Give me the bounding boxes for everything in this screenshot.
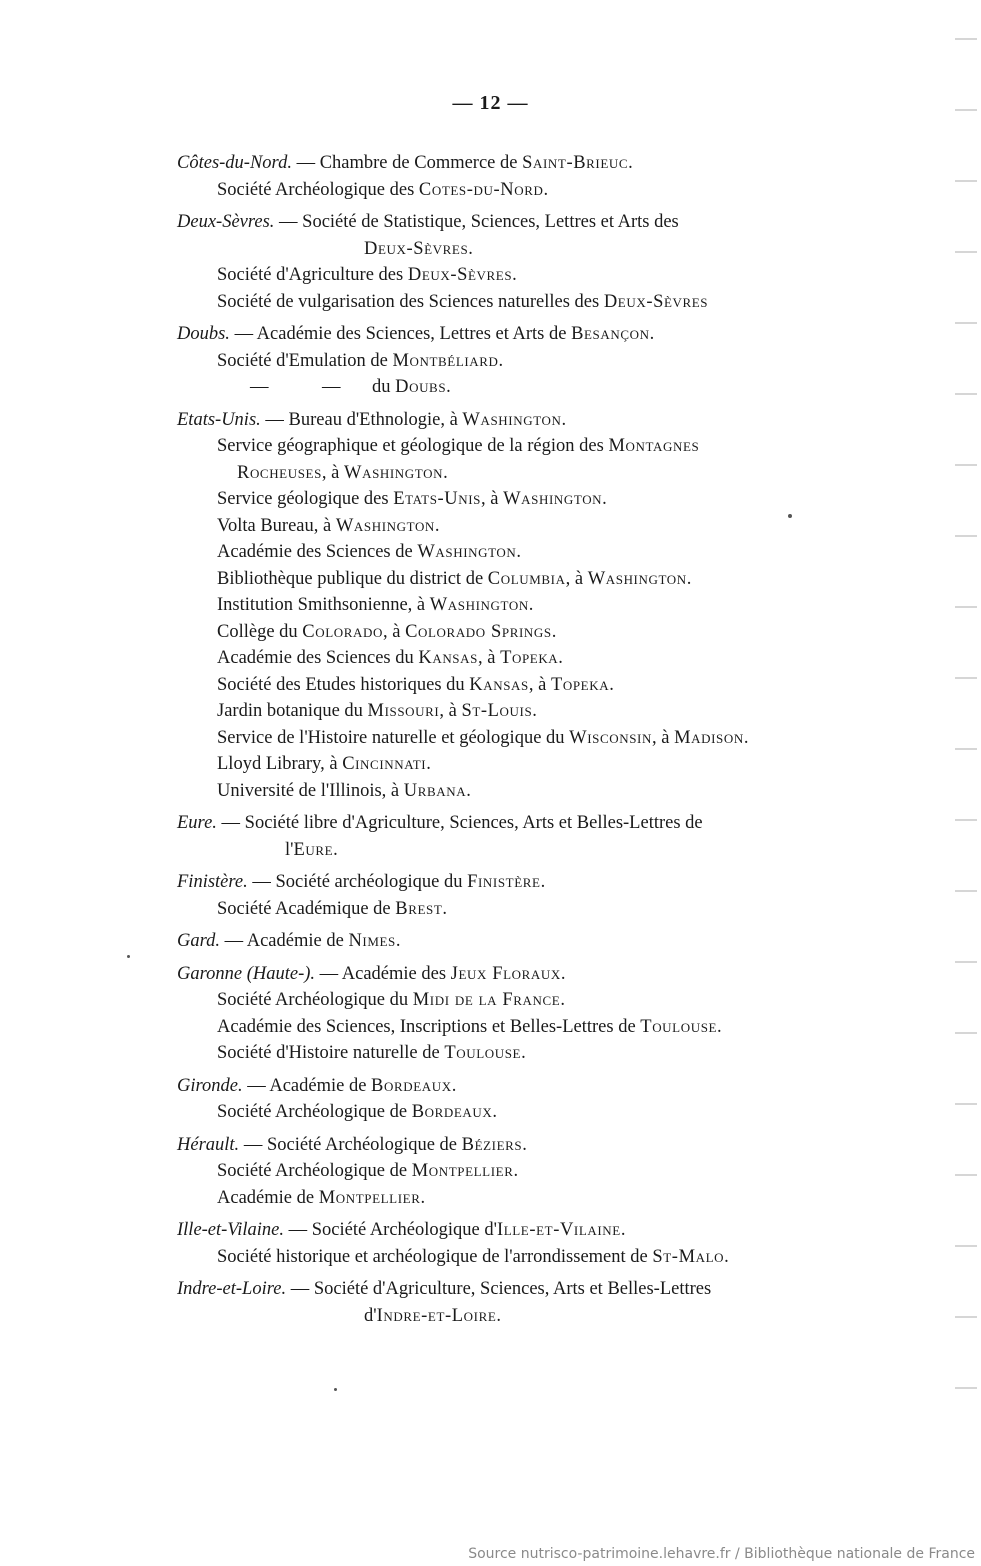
society-line: [177, 1099, 837, 1126]
entry-continuation: [177, 1303, 837, 1330]
place-name: Toulouse.: [444, 1043, 527, 1063]
department-entry: [177, 810, 837, 863]
separator: —: [274, 212, 303, 232]
place-name: Washington.: [503, 489, 608, 509]
place-name: Missouri: [367, 701, 440, 721]
place-name: Washington.: [462, 409, 567, 430]
entry-heading: [177, 1073, 837, 1100]
text-run: , à: [481, 489, 504, 509]
place-name: Toulouse.: [640, 1016, 723, 1037]
page-number: — 12 —: [452, 92, 529, 114]
place-name: Bordeaux.: [371, 1075, 457, 1096]
place-name: Bordeaux.: [411, 1102, 498, 1122]
society-line: [177, 1185, 837, 1212]
place-name: Rocheuses: [237, 462, 322, 483]
place-name: Nimes.: [348, 931, 402, 951]
text-run: Bureau d'Ethnologie, à: [288, 409, 463, 430]
department-entry: [177, 321, 837, 401]
place-name: Cotes-du-Nord.: [418, 179, 549, 200]
society-line: [177, 1244, 837, 1271]
entry-heading: [177, 209, 837, 236]
place-name: Washington.: [417, 542, 522, 562]
text-run: Bibliothèque publique du district de: [217, 568, 488, 589]
text-run: Société Archéologique des: [217, 179, 419, 200]
text-run: Société d'Agriculture des: [217, 265, 408, 285]
society-line: [177, 645, 837, 672]
text-run: Société des Etudes historiques du: [217, 674, 470, 695]
text-run: , à: [651, 727, 675, 748]
department-name: Doubs.: [177, 324, 230, 344]
place-name: Etats-Unis: [393, 489, 482, 509]
place-name: Madison.: [674, 727, 750, 748]
separator: —: [242, 1075, 270, 1096]
department-name: Côtes-du-Nord.: [177, 153, 292, 173]
text-run: Société d'Agriculture, Sciences, Arts et Belles-Lettres: [313, 1279, 712, 1299]
text-run: Académie de: [246, 931, 349, 951]
text-run: Société Archéologique de: [217, 1102, 412, 1122]
text-run: Collège du: [217, 621, 303, 642]
society-line: [177, 539, 837, 566]
place-name: Saint-Brieuc.: [522, 153, 634, 173]
society-line: [177, 177, 837, 204]
text-run: Académie de: [269, 1075, 372, 1096]
place-name: Montpellier.: [411, 1161, 519, 1181]
place-name: Deux-Sèvres: [603, 291, 709, 312]
department-name: Finistère.: [177, 872, 248, 892]
text-run: Jardin botanique du: [217, 701, 368, 721]
entry-heading: [177, 1276, 837, 1303]
place-name: Doubs.: [395, 377, 452, 397]
entry-continuation: [177, 837, 837, 864]
scan-speck: [334, 1388, 337, 1391]
place-name: Eure.: [293, 839, 339, 860]
place-name: Wisconsin: [569, 727, 652, 748]
department-name: Etats-Unis.: [177, 409, 261, 430]
place-name: Montpellier.: [318, 1187, 426, 1208]
society-line: [177, 289, 837, 316]
department-name: Eure.: [177, 813, 217, 833]
place-name: Midi de la France.: [412, 990, 566, 1010]
entry-heading: [177, 321, 837, 348]
department-name: Garonne (Haute-).: [177, 963, 316, 984]
place-name: Kansas: [418, 648, 478, 668]
text-run: Société archéologique du: [275, 872, 468, 892]
text-run: Société libre d'Agriculture, Sciences, Arts et Belles-Lettres de: [244, 813, 703, 833]
society-line: [177, 1014, 837, 1041]
place-name: Ille-et-Vilaine.: [496, 1220, 627, 1240]
text-run: Société de Statistique, Sciences, Lettres et Arts des: [302, 212, 679, 232]
separator: —: [229, 324, 257, 344]
department-name: Gard.: [177, 931, 220, 951]
entry-heading: [177, 1217, 837, 1244]
place-name: Colorado: [302, 621, 383, 642]
place-name: Brest.: [395, 898, 448, 919]
entry-heading: [177, 150, 837, 177]
text-run: Lloyd Library, à: [217, 754, 343, 774]
text-run: Académie des Sciences, Lettres et Arts de: [256, 324, 572, 344]
society-line: [177, 896, 837, 923]
place-name: Jeux Floraux.: [450, 963, 567, 984]
entry-heading: [177, 869, 837, 896]
place-name: Deux-Sèvres.: [407, 265, 518, 285]
text-run: Volta Bureau, à: [217, 515, 336, 536]
department-name: Ille-et-Vilaine.: [177, 1220, 285, 1240]
department-entry: [177, 1073, 837, 1126]
place-name: St-Malo.: [652, 1246, 730, 1267]
department-entry: [177, 407, 837, 805]
department-name: Gironde.: [177, 1075, 243, 1096]
place-name: Finistère.: [467, 872, 546, 892]
department-entry: [177, 150, 837, 203]
place-name: Topeka.: [500, 648, 564, 668]
text-run: Société Archéologique de: [266, 1134, 462, 1155]
place-name: Deux-Sèvres.: [364, 238, 474, 259]
text-run: Société Archéologique du: [217, 990, 413, 1010]
society-list: [177, 150, 837, 1329]
department-name: Hérault.: [177, 1134, 240, 1155]
entry-heading: [177, 407, 837, 434]
text-run: Académie des Sciences du: [217, 648, 419, 668]
society-line: [177, 672, 837, 699]
text-run: Service géologique des: [217, 489, 394, 509]
text-run: Société Archéologique de: [217, 1161, 412, 1181]
society-line: [177, 262, 837, 289]
place-name: Washington.: [587, 568, 692, 589]
entry-continuation: [177, 236, 837, 263]
scan-edge-noise: [955, 0, 977, 1420]
place-name: Washington.: [344, 462, 449, 483]
text-run: Académie de: [217, 1187, 319, 1208]
text-run: Académie des Sciences, Inscriptions et Belles-Lettres de: [217, 1016, 641, 1037]
place-name: Washington.: [335, 515, 441, 536]
separator: —: [284, 1220, 312, 1240]
text-run: , à: [565, 568, 588, 589]
separator: —: [260, 409, 289, 430]
text-run: Société Archéologique d': [311, 1220, 497, 1240]
department-entry: [177, 961, 837, 1067]
society-line: [177, 433, 837, 460]
place-name: Béziers.: [461, 1134, 528, 1155]
society-line: [177, 592, 837, 619]
society-line: [177, 348, 837, 375]
department-name: Indre-et-Loire.: [177, 1279, 287, 1299]
ditto-mark: —: [322, 377, 341, 397]
text-run: Société historique et archéologique de l'arrondissement de: [217, 1246, 653, 1267]
separator: —: [286, 1279, 314, 1299]
society-line: [177, 987, 837, 1014]
text-run: Société de vulgarisation des Sciences naturelles des: [217, 291, 604, 312]
text-run: Chambre de Commerce de: [319, 153, 523, 173]
place-name: Columbia: [487, 568, 566, 589]
text-run: du: [372, 377, 396, 397]
separator: —: [291, 153, 320, 173]
society-line: [177, 486, 837, 513]
text-run: Académie des: [341, 963, 451, 984]
text-run: Institution Smithsonienne, à: [217, 595, 430, 615]
text-run: Service de l'Histoire naturelle et géologique du: [217, 727, 570, 748]
department-entry: [177, 869, 837, 922]
separator: —: [216, 813, 245, 833]
department-entry: [177, 1217, 837, 1270]
society-line: [177, 1040, 837, 1067]
society-line-wrap: [217, 460, 837, 487]
entry-heading: [177, 928, 837, 955]
entry-heading: [177, 1132, 837, 1159]
place-name: Colorado Springs.: [405, 621, 557, 642]
society-line: [177, 698, 837, 725]
society-line: [177, 566, 837, 593]
department-entry: [177, 1132, 837, 1212]
text-run: Société d'Emulation de: [217, 350, 393, 371]
department-entry: [177, 928, 837, 955]
society-line: [177, 725, 837, 752]
text-run: d': [364, 1305, 377, 1326]
text-run: Service géographique et géologique de la région des: [217, 436, 609, 456]
society-line: [177, 619, 837, 646]
text-run: , à: [528, 674, 551, 695]
text-run: , à: [477, 648, 501, 668]
text-run: , à: [383, 621, 406, 642]
place-name: Montbéliard.: [392, 350, 504, 371]
separator: —: [315, 963, 342, 984]
department-name: Deux-Sèvres.: [177, 212, 275, 232]
text-run: Société Académique de: [217, 898, 396, 919]
place-name: Montagnes: [608, 436, 700, 456]
separator: —: [239, 1134, 267, 1155]
text-run: l': [285, 839, 294, 860]
entry-heading: [177, 810, 837, 837]
separator: —: [247, 872, 276, 892]
source-footer: Source nutrisco-patrimoine.lehavre.fr / Bibliothèque nationale de France: [468, 1546, 975, 1562]
text-run: Académie des Sciences de: [217, 542, 418, 562]
place-name: Indre-et-Loire.: [376, 1305, 502, 1326]
text-run: , à: [321, 462, 345, 483]
text-run: Société d'Histoire naturelle de: [217, 1043, 445, 1063]
department-entry: [177, 209, 837, 315]
text-run: Université de l'Illinois, à: [217, 780, 404, 801]
society-line: [177, 513, 837, 540]
place-name: Washington.: [429, 595, 535, 615]
separator: —: [220, 931, 247, 951]
place-name: Cincinnati.: [342, 754, 432, 774]
place-name: Topeka.: [550, 674, 615, 695]
department-entry: [177, 1276, 837, 1329]
text-run: , à: [439, 701, 462, 721]
ditto-mark: —: [250, 377, 269, 397]
society-line: [177, 1158, 837, 1185]
place-name: Besançon.: [571, 324, 655, 344]
ditto-line: [177, 374, 837, 401]
place-name: St-Louis.: [461, 701, 538, 721]
society-line: [177, 778, 837, 805]
place-name: Urbana.: [403, 780, 472, 801]
scan-speck: [127, 955, 130, 958]
entry-heading: [177, 961, 837, 988]
place-name: Kansas: [469, 674, 529, 695]
society-line: [177, 751, 837, 778]
society-line: [177, 460, 837, 487]
